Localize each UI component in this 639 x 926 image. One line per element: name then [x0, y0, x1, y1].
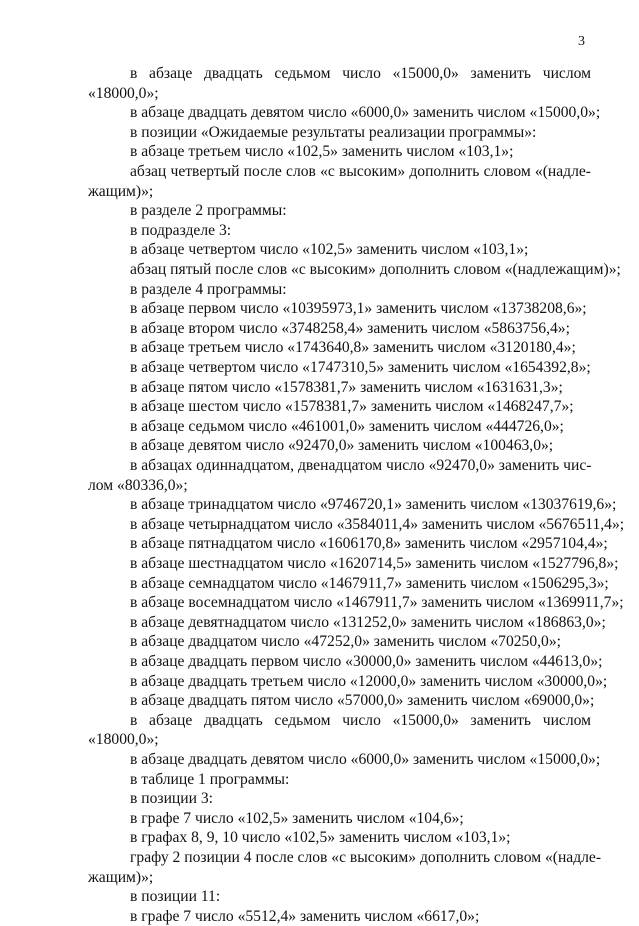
- text-line: абзац четвертый после слов «с высоким» дополнить словом «(надле-: [130, 163, 591, 180]
- text-line: в позиции «Ожидаемые результаты реализации программы»:: [130, 123, 537, 141]
- text-line: в абзаце пятом число «1578381,7» заменить числом «1631631,3»;: [130, 378, 563, 396]
- text-line: в разделе 4 программы:: [130, 280, 287, 298]
- text-line: в абзаце двадцать третьем число «12000,0» заменить числом «30000,0»;: [130, 672, 608, 690]
- text-line: в абзаце седьмом число «461001,0» заменить числом «444726,0»;: [130, 417, 564, 435]
- text-line: в таблице 1 программы:: [130, 770, 290, 788]
- text-line: в абзаце двадцатом число «47252,0» заменить числом «70250,0»;: [130, 633, 561, 651]
- text-line: в абзаце девятнадцатом число «131252,0» заменить числом «186863,0»;: [130, 613, 606, 631]
- text-line: в абзаце третьем число «102,5» заменить числом «103,1»;: [130, 143, 514, 161]
- text-line: в графе 7 число «102,5» заменить числом «104,6»;: [130, 809, 464, 827]
- text-line: в абзаце четвертом число «1747310,5» заменить числом «1654392,8»;: [130, 359, 591, 376]
- text-line: в абзаце третьем число «1743640,8» заменить числом «3120180,4»;: [130, 339, 576, 357]
- text-line: в графах 8, 9, 10 число «102,5» заменить числом «103,1»;: [130, 829, 511, 847]
- text-line: в абзаце двадцать девятом число «6000,0» заменить числом «15000,0»;: [130, 104, 601, 122]
- text-line: «18000,0»;: [88, 731, 159, 749]
- text-line: в подразделе 3:: [130, 221, 232, 239]
- text-line: в абзаце девятом число «92470,0» заменить числом «100463,0»;: [130, 437, 554, 455]
- text-line: лом «80336,0»;: [88, 476, 188, 494]
- text-line: в абзаце двадцать седьмом число «15000,0» заменить числом: [130, 65, 591, 82]
- text-line: в разделе 2 программы:: [130, 202, 287, 220]
- text-line: в графе 7 число «5512,4» заменить числом «6617,0»;: [130, 907, 480, 925]
- text-line: в абзаце первом число «10395973,1» заменить числом «13738208,6»;: [130, 300, 587, 318]
- text-line: в абзаце четырнадцатом число «3584011,4» заменить числом «5676511,4»;: [130, 515, 625, 533]
- text-line: в абзаце двадцать первом число «30000,0» заменить числом «44613,0»;: [130, 653, 603, 670]
- text-line: в абзаце двадцать пятом число «57000,0» заменить числом «69000,0»;: [130, 692, 595, 710]
- text-line: в позиции 11:: [130, 888, 221, 906]
- text-line: абзац пятый после слов «с высоким» дополнить словом «(надлежащим)»;: [130, 261, 621, 278]
- text-line: в позиции 3:: [130, 790, 213, 808]
- text-line: жащим)»;: [88, 182, 154, 200]
- text-line: в абзаце шестнадцатом число «1620714,5» заменить числом «1527796,8»;: [130, 555, 619, 572]
- text-line: в абзаце двадцать девятом число «6000,0» заменить числом «15000,0»;: [130, 751, 601, 768]
- text-line: «18000,0»;: [88, 84, 159, 102]
- text-line: в абзаце двадцать седьмом число «15000,0» заменить числом: [130, 711, 591, 729]
- text-line: в абзаце шестом число «1578381,7» заменить числом «1468247,7»;: [130, 398, 574, 416]
- text-line: в абзаце втором число «3748258,4» заменить числом «5863756,4»;: [130, 319, 570, 337]
- text-line: в абзаце четвертом число «102,5» заменить числом «103,1»;: [130, 241, 529, 259]
- text-line: графу 2 позиции 4 после слов «с высоким» дополнить словом «(надле-: [130, 849, 602, 866]
- text-line: в абзаце тринадцатом число «9746720,1» заменить числом «13037619,6»;: [130, 496, 617, 514]
- text-line: в абзаце семнадцатом число «1467911,7» заменить числом «1506295,3»;: [130, 574, 609, 592]
- text-line: в абзацах одиннадцатом, двенадцатом число «92470,0» заменить чис-: [130, 457, 592, 474]
- page-number: 3: [578, 34, 585, 49]
- text-line: в абзаце восемнадцатом число «1467911,7» заменить числом «1369911,7»;: [130, 594, 624, 612]
- text-line: жащим)»;: [88, 868, 154, 886]
- text-line: в абзаце пятнадцатом число «1606170,8» заменить числом «2957104,4»;: [130, 535, 608, 553]
